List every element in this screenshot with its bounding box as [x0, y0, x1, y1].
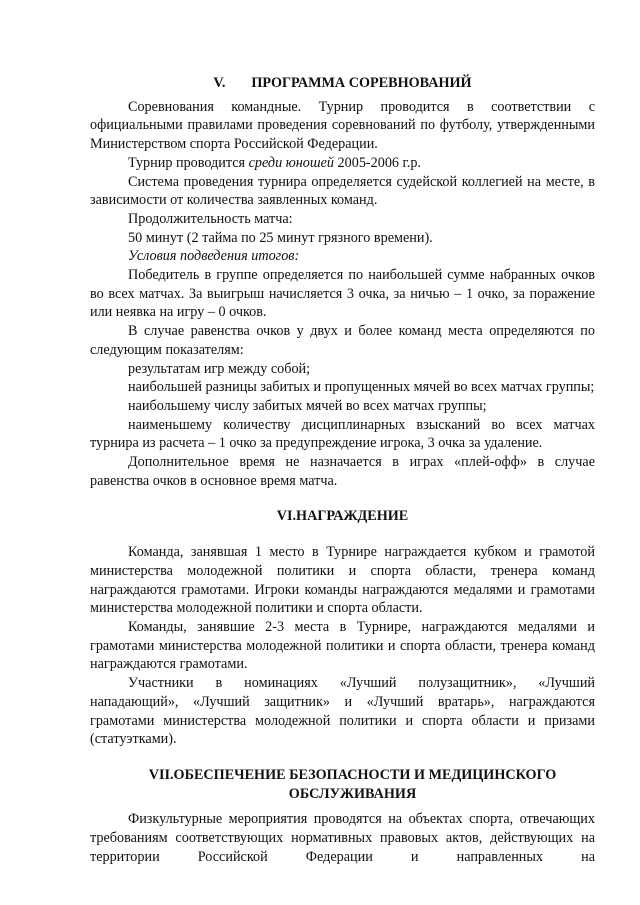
nominations-award-paragraph: Участники в номинациях «Лучший полузащитник», «Лучший нападающий», «Лучший защитник» и «Лучший вратарь», награждаются грамотами министерства молодежной политики и спорта области и призами (статуэтками). [90, 675, 595, 748]
section-5-title: ПРОГРАММА СОРЕВНОВАНИЙ [251, 75, 472, 91]
age-group-paragraph: Турнир проводится среди юношей 2005-2006 г.р. [128, 154, 421, 171]
section-5-heading [90, 74, 595, 93]
competition-type-paragraph: Соревнования командные. Турнир проводится в соответствии с официальными правилами проведения соревнований по футболу, утвержденными Министерством спорта Российской Федерации. [90, 98, 595, 153]
tie-break-intro-paragraph: В случае равенства очков у двух и более команд места определяются по следующим показателям: [90, 323, 595, 358]
section-6-heading: VI.НАГРАЖДЕНИЕ [276, 508, 409, 525]
second-third-place-award-paragraph: Команды, занявшие 2-3 места в Турнире, награждаются медалями и грамотами министерства молодежной политики и спорта области, тренера команд награждаются грамотами. [90, 618, 595, 673]
tie-break-criterion-4: наименьшему количеству дисциплинарных взысканий во всех матчах турнира из расчета – 1 очко за предупреждение игрока, 3 очка за удаление. [90, 416, 595, 452]
section-5-number: V. [213, 75, 226, 91]
safety-paragraph: Физкультурные мероприятия проводятся на объектах спорта, отвечающих требованиям соответствующих нормативных правовых актов, действующих на территории Российской Федерации и направленных на [90, 811, 595, 865]
match-duration-label: Продолжительность матча: [128, 210, 293, 227]
first-place-award-paragraph: Команда, занявшая 1 место в Турнире награждается кубком и грамотой министерства молодежной политики и спорта области, тренера команд награждаются грамотами. Игроки команды награждаются медалями и грамотами министерства молодежной политики и спорта области. [90, 544, 595, 617]
tie-break-criterion-3: наибольшему числу забитых мячей во всех матчах группы; [128, 397, 487, 414]
tie-break-criterion-1: результатам игр между собой; [128, 360, 311, 377]
age-group-emphasis: среди юношей [248, 154, 334, 171]
results-conditions-heading: Условия подведения итогов: [128, 248, 300, 265]
tie-break-criterion-2: наибольшей разницы забитых и пропущенных мячей во всех матчах группы; [128, 379, 595, 396]
match-duration-value: 50 минут (2 тайма по 25 минут грязного времени). [128, 229, 433, 246]
document-page [90, 68, 595, 866]
winner-determination-paragraph: Победитель в группе определяется по наибольшей сумме набранных очков во всех матчах. За выигрыш начисляется 3 очка, за ничью – 1 очко, за поражение или неявка на игру – 0 очков. [90, 267, 595, 321]
section-7-title-line-1: VII.ОБЕСПЕЧЕНИЕ БЕЗОПАСНОСТИ И МЕДИЦИНСКОГО [148, 766, 557, 783]
tournament-system-paragraph: Система проведения турнира определяется судейской коллегией на месте, в зависимости от количества заявленных команд. [90, 173, 595, 209]
section-7-title-line-2: ОБСЛУЖИВАНИЯ [288, 785, 417, 802]
extra-time-paragraph: Дополнительное время не назначается в играх «плей-офф» в случае равенства очков в основное время матча. [90, 454, 595, 489]
section-7-heading [90, 766, 595, 803]
